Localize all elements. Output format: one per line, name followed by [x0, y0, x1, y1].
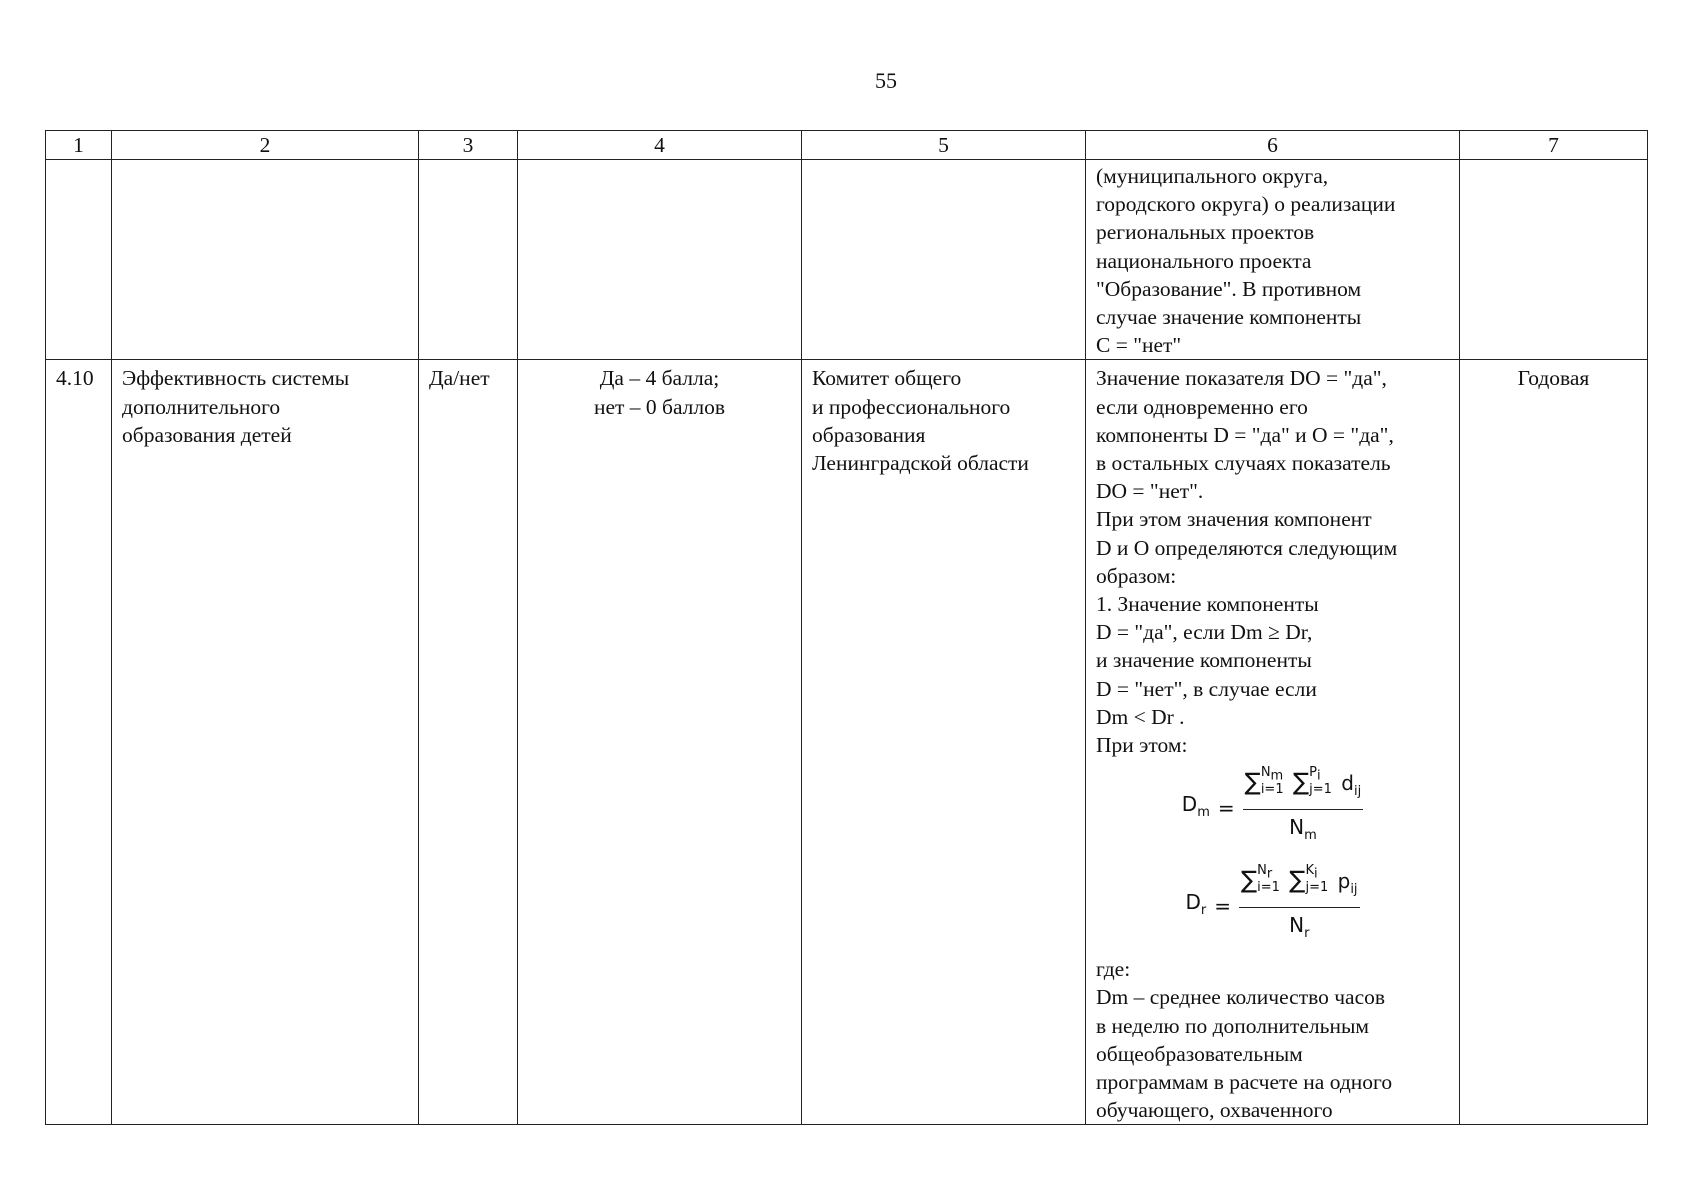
method-line: общеобразовательным	[1096, 1041, 1303, 1066]
cont-method-line: региональных проектов	[1096, 220, 1315, 245]
sum-upper: K	[1305, 862, 1314, 878]
header-cell-5: 5	[802, 131, 1086, 160]
scoring-line: нет – 0 баллов	[593, 394, 726, 419]
cont-method-cell	[1086, 160, 1460, 360]
fraction-numerator	[1239, 864, 1360, 908]
indicator-row-4-10	[46, 360, 1648, 1125]
method-line: программам в расчете на одного	[1096, 1070, 1393, 1095]
fraction-numerator	[1243, 766, 1364, 810]
cont-method-line: "Образование". В противном	[1096, 276, 1362, 301]
formula-dm-lhs: D	[1181, 791, 1198, 816]
page-number: 55	[875, 68, 897, 93]
header-cell-2: 2	[112, 131, 419, 160]
summand-sub: ij	[1353, 783, 1362, 799]
summand-sub: ij	[1350, 881, 1358, 897]
method-line: Dm < Dr .	[1096, 704, 1185, 729]
responsible-line: образования	[812, 422, 926, 447]
sum-upper-sub: m	[1270, 768, 1284, 784]
sum-sign: ∑	[1240, 865, 1258, 894]
method-line: и значение компоненты	[1096, 648, 1312, 673]
summand: d	[1341, 770, 1354, 795]
fraction-denominator	[1289, 908, 1309, 949]
equals-sign: =	[1214, 894, 1231, 919]
periodicity-cell: Годовая	[1460, 360, 1648, 1125]
responsible-line: Ленинградской области	[812, 451, 1029, 476]
equals-sign: =	[1217, 796, 1235, 821]
method-line: компоненты D = "да" и O = "да",	[1096, 422, 1394, 447]
sum-lower: i=1	[1260, 782, 1284, 798]
cont-method-line: национального проекта	[1096, 248, 1312, 273]
method-line: При этом:	[1096, 733, 1188, 758]
header-cell-3: 3	[419, 131, 518, 160]
method-line: если одновременно его	[1096, 394, 1308, 419]
cont-method-line: (муниципального округа,	[1096, 164, 1329, 188]
indicator-name-cell	[112, 360, 419, 1125]
method-line: где:	[1096, 957, 1131, 982]
sum-lower: i=1	[1257, 880, 1280, 896]
cont-cell-1	[46, 160, 112, 360]
method-line: Dm – среднее количество часов	[1096, 985, 1386, 1010]
method-line: 1. Значение компоненты	[1096, 592, 1319, 617]
indicator-table	[45, 130, 1648, 1125]
indicator-name-line: дополнительного	[122, 394, 281, 419]
sum-sign: ∑	[1289, 865, 1306, 894]
method-line: D = "нет", в случае если	[1096, 676, 1317, 701]
cont-method-line: С = "нет"	[1096, 333, 1182, 358]
method-line: образом:	[1096, 563, 1177, 588]
unit-cell: Да/нет	[419, 360, 518, 1125]
denominator-symbol: N	[1289, 912, 1305, 937]
header-cell-1: 1	[46, 131, 112, 160]
header-cell-4: 4	[518, 131, 802, 160]
sum-sign: ∑	[1244, 767, 1261, 796]
formula-dm	[1096, 759, 1449, 857]
sum-upper: N	[1260, 764, 1271, 780]
cont-method-line: случае значение компоненты	[1096, 305, 1362, 330]
sum-sign: ∑	[1292, 767, 1310, 796]
formula-dr-lhs: D	[1185, 889, 1201, 914]
denominator-sub: m	[1304, 827, 1317, 843]
cont-cell-3	[419, 160, 518, 360]
responsible-line: Комитет общего	[812, 366, 962, 391]
formula-dr-lhs-sub: r	[1200, 902, 1207, 918]
indicator-name-line: Эффективность системы	[122, 366, 350, 391]
responsible-cell	[802, 360, 1086, 1125]
cont-method-line: городского округа) о реализации	[1096, 192, 1396, 217]
cont-cell-2	[112, 160, 419, 360]
method-cell	[1086, 360, 1460, 1125]
sum-upper: P	[1309, 764, 1317, 780]
fraction	[1243, 766, 1364, 851]
denominator-symbol: N	[1289, 814, 1305, 839]
fraction	[1239, 864, 1360, 949]
table-header-row	[46, 131, 1648, 160]
scoring-cell	[518, 360, 802, 1125]
cont-cell-7	[1460, 160, 1648, 360]
sum-lower: j=1	[1309, 782, 1332, 798]
continuation-row	[46, 160, 1648, 360]
formula-dr	[1096, 857, 1449, 955]
method-line: D и O определяются следующим	[1096, 535, 1398, 560]
indicator-name-line: образования детей	[122, 422, 292, 447]
sum-lower: j=1	[1305, 880, 1329, 896]
sum-upper-sub: i	[1314, 866, 1318, 882]
denominator-sub: r	[1304, 925, 1310, 941]
method-line: При этом значения компонент	[1096, 507, 1372, 532]
fraction-denominator	[1289, 810, 1317, 851]
header-cell-7: 7	[1460, 131, 1648, 160]
row-number-cell: 4.10	[46, 360, 112, 1125]
method-line: Значение показателя DO = "да",	[1096, 366, 1387, 391]
scoring-line: Да – 4 балла;	[599, 366, 720, 391]
cont-cell-4	[518, 160, 802, 360]
method-line: обучающего, охваченного	[1096, 1098, 1333, 1123]
method-line: DO = "нет".	[1096, 479, 1204, 504]
header-cell-6: 6	[1086, 131, 1460, 160]
method-line: D = "да", если Dm ≥ Dr,	[1096, 620, 1313, 645]
summand: p	[1337, 868, 1351, 893]
responsible-line: и профессионального	[812, 394, 1011, 419]
formula-dm-lhs-sub: m	[1197, 804, 1210, 820]
sum-upper-sub: r	[1266, 866, 1273, 882]
sum-upper-sub: i	[1316, 768, 1321, 784]
method-line: в остальных случаях показатель	[1096, 451, 1391, 476]
sum-upper: N	[1257, 862, 1267, 878]
cont-cell-5	[802, 160, 1086, 360]
method-line: в неделю по дополнительным	[1096, 1013, 1370, 1038]
